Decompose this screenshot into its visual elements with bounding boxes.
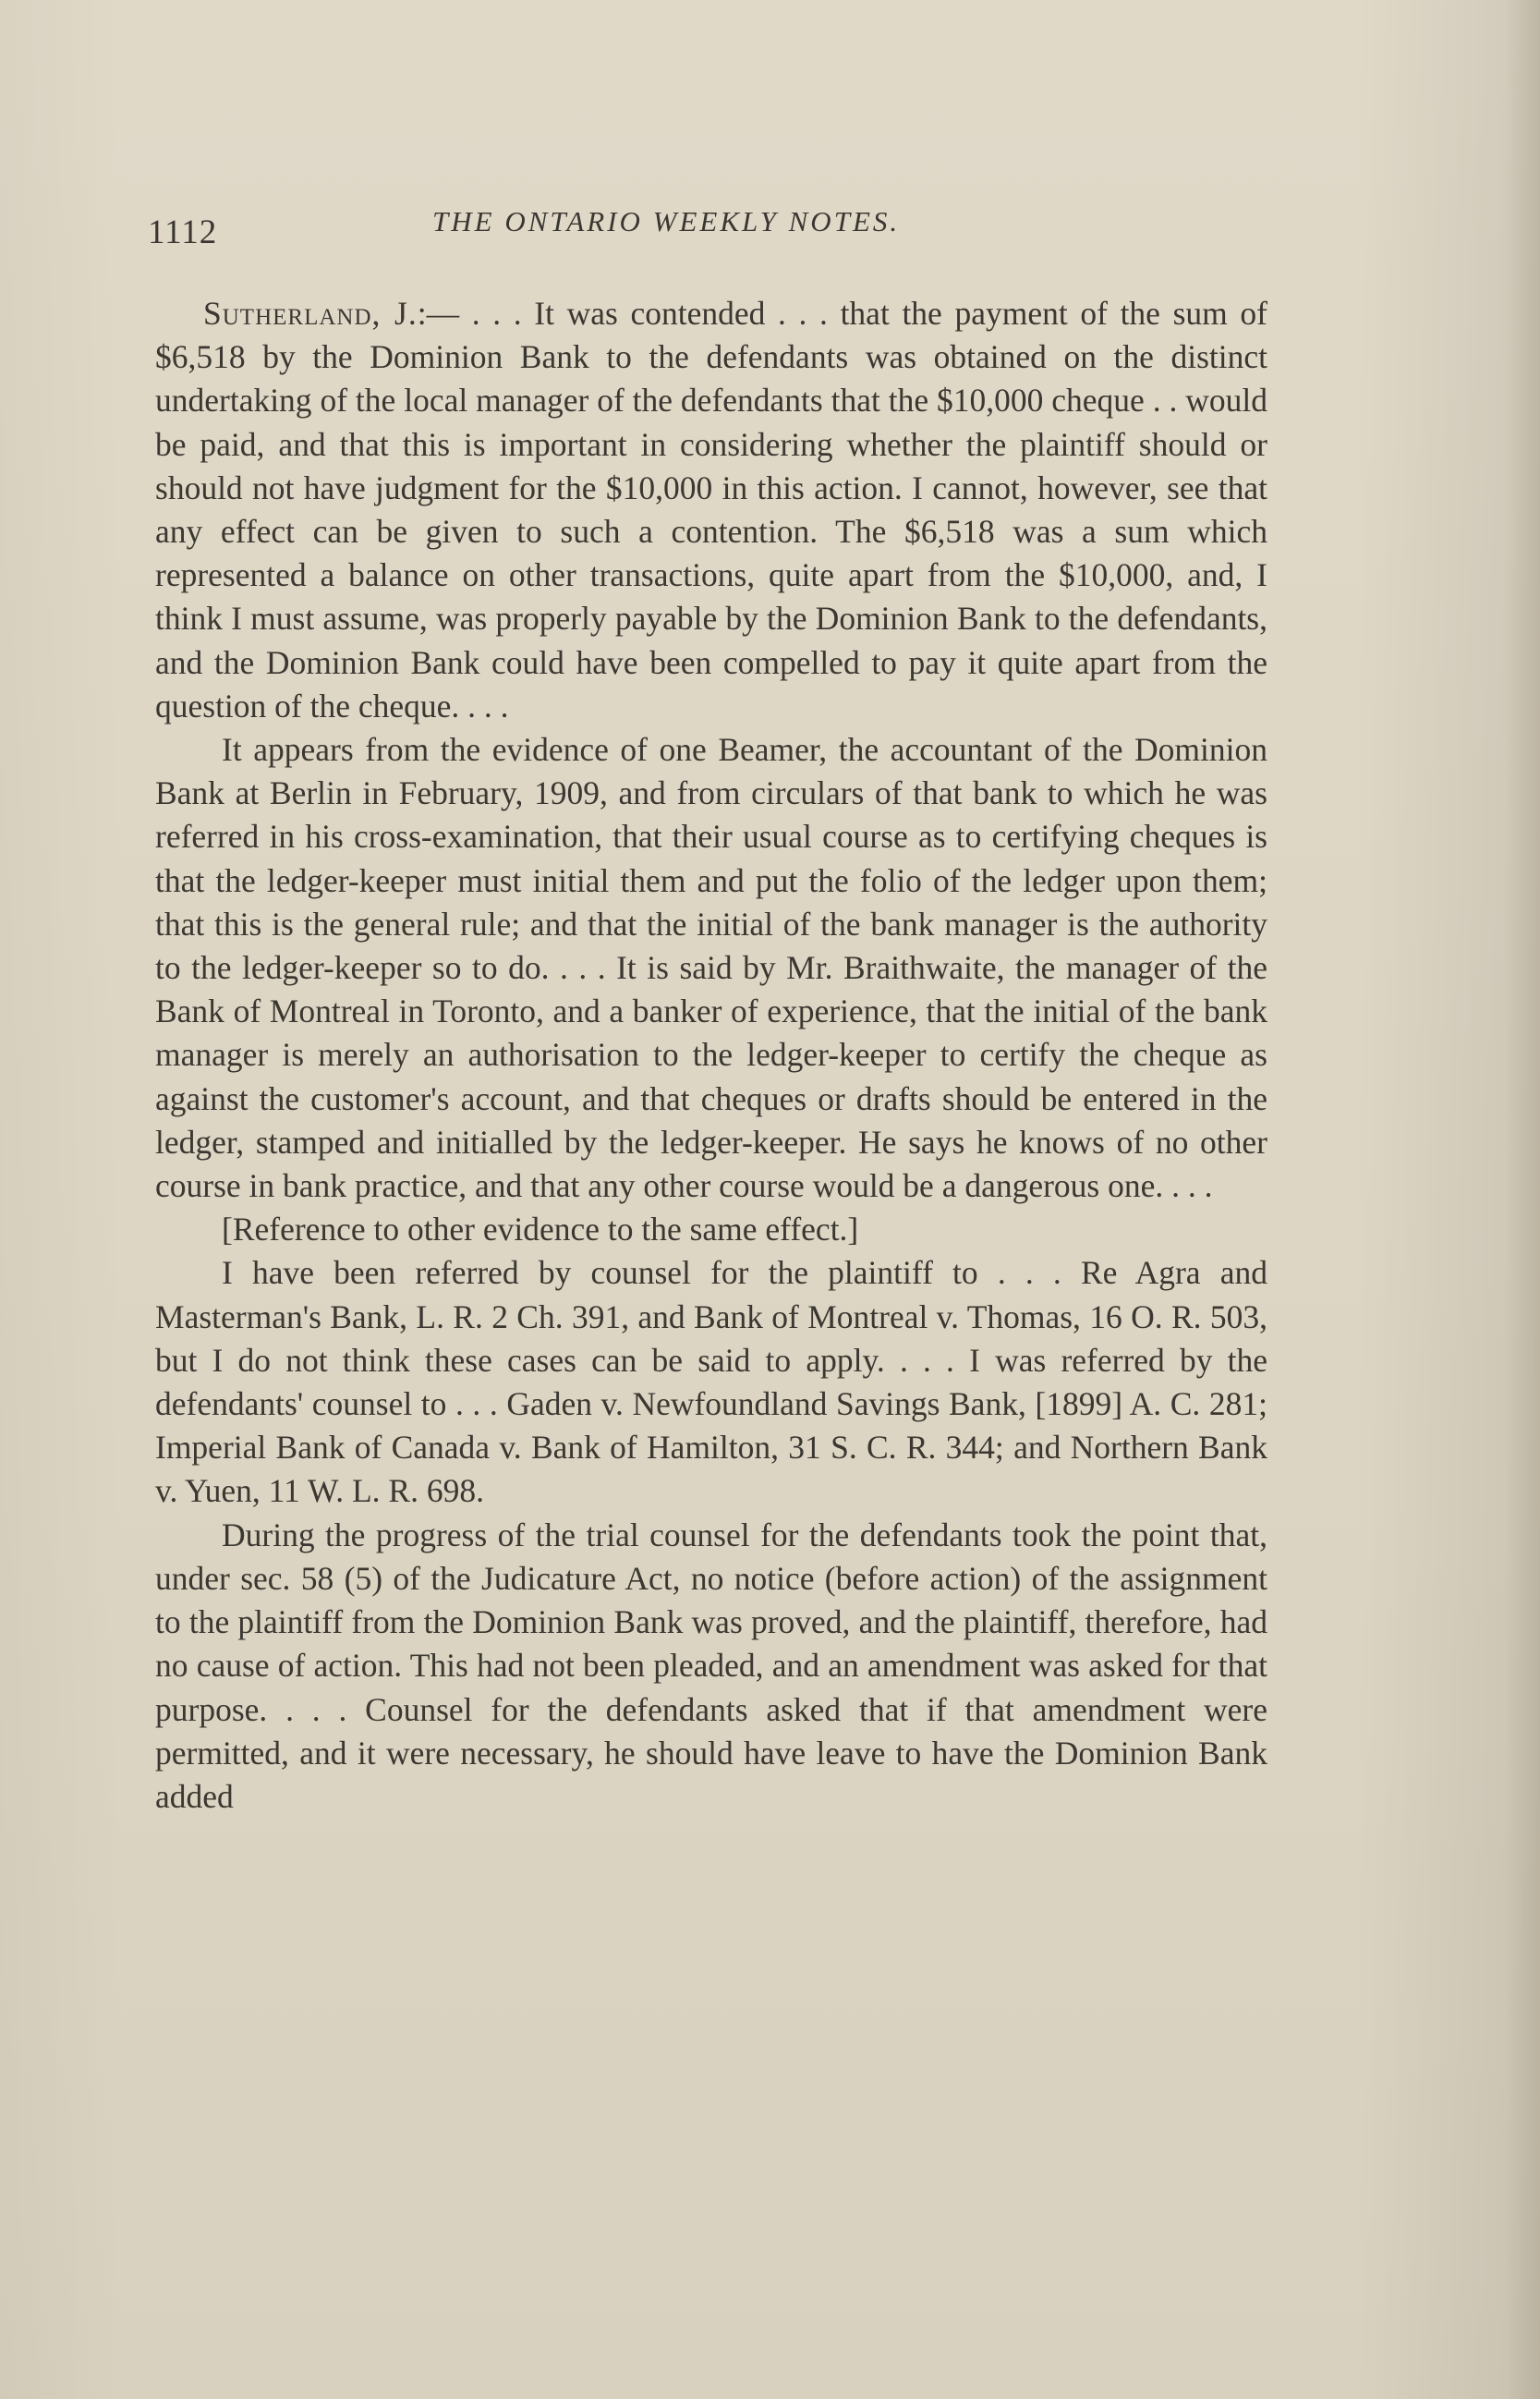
paragraph-2: It appears from the evidence of one Beamer, the accountant of the Dominion Bank at Berlin in February, 1909, and from circulars of that bank to which he was referred in his cross-examination, that their usual course as to certifying cheques is that the ledger-keeper must initial them and put the folio of the ledger upon them; that this is the general rule; and that the initial of the bank manager is the authority to the ledger-keeper so to do. . . . It is said by Mr. Braithwaite, the manager of the Bank of Montreal in Toronto, and a banker of experience, that the initial of the bank manager is merely an authorisation to the ledger-keeper to certify the cheque as against the customer's account, and that cheques or drafts should be entered in the ledger, stamped and initialled by the ledger-keeper. He says he knows of no other course in bank practice, and that any other course would be a dangerous one. . . . (155, 731, 1267, 1205)
page-edge-shadow (1505, 0, 1540, 2399)
running-title: THE ONTARIO WEEKLY NOTES. (432, 205, 901, 237)
judge-name: Sutherland, J. (203, 295, 418, 332)
running-head (148, 205, 1270, 261)
page-number: 1112 (148, 213, 218, 251)
paragraph-3: [Reference to other evidence to the same effect.] (222, 1211, 859, 1248)
paragraph-1-text: :— . . . It was contended . . . that the payment of the sum of $6,518 by the Dominion Bank to the defendants was obtained on the distinct undertaking of the local manager of the defendants that the $10,000 cheque . . would be paid, and that this is important in considering whether the plaintiff should or should not have judgment for the $10,000 in this action. I cannot, however, see that any effect can be given to such a contention. The $6,518 was a sum which represented a balance on other transactions, quite apart from the $10,000, and, I think I must assume, was properly payable by the Dominion Bank to the defendants, and the Dominion Bank could have been compelled to pay it quite apart from the question of the cheque. . . . (155, 295, 1267, 725)
paragraph-4: I have been referred by counsel for the plaintiff to . . . Re Agra and Masterman's Bank, L. R. 2 Ch. 391, and Bank of Montreal v. Thomas, 16 O. R. 503, but I do not think these cases can be said to apply. . . . I was referred by the defendants' counsel to . . . Gaden v. Newfoundland Savings Bank, [1899] A. C. 281; Imperial Bank of Canada v. Bank of Hamilton, 31 S. C. R. 344; and Northern Bank v. Yuen, 11 W. L. R. 698. (155, 1254, 1267, 1510)
paragraph-1 (155, 292, 1267, 728)
paragraph-5: During the progress of the trial counsel for the defendants took the point that, under sec. 58 (5) of the Judicature Act, no notice (before action) of the assignment to the plaintiff from the Dominion Bank was proved, and the plaintiff, therefore, had no cause of action. This had not been pleaded, and an amendment was asked for that purpose. . . . Counsel for the defendants asked that if that amendment were permitted, and it were necessary, he should have leave to have the Dominion Bank added (155, 1516, 1267, 1815)
body-text (155, 292, 1267, 1819)
